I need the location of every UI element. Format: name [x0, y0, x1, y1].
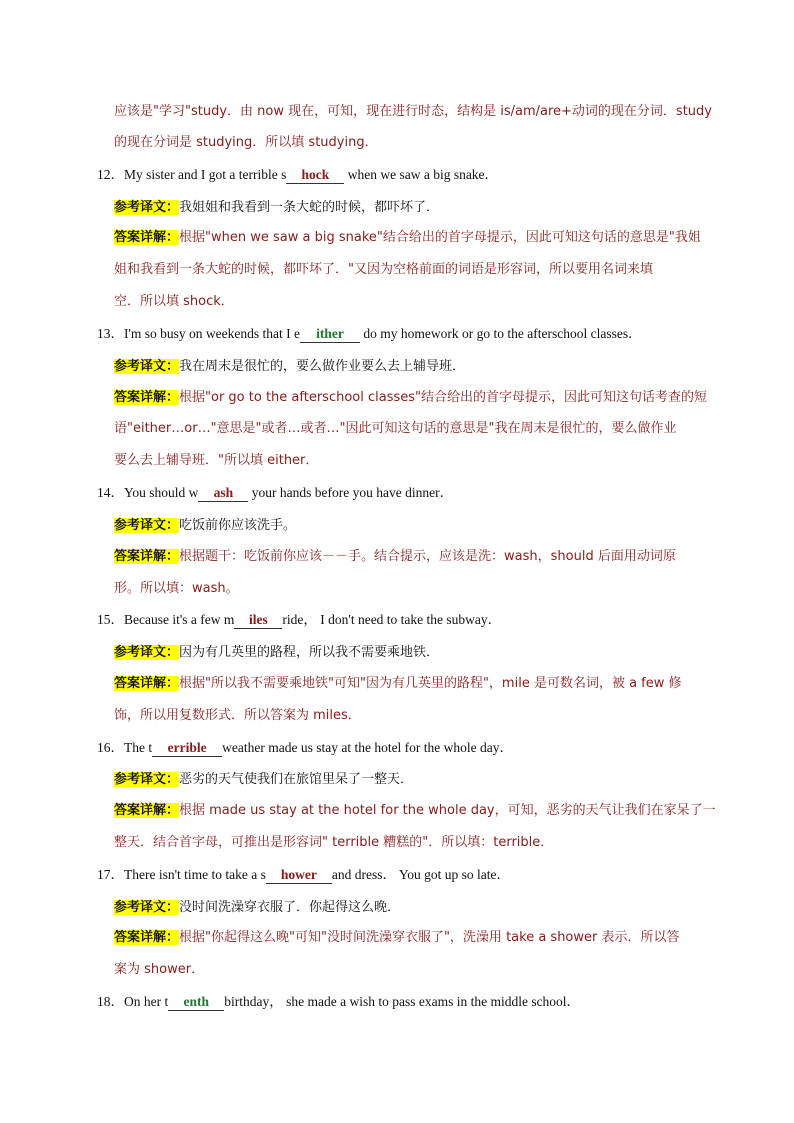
question-number: 14． — [97, 485, 124, 500]
question-stem-after: when we saw a big snake． — [347, 167, 499, 182]
detail-14-line-1: 答案详解：根据题干：吃饭前你应该－－手。结合提示，应该是洗：wash，should 后面用动词原 — [114, 549, 676, 564]
question-stem-after: ride， I don't need to take the subway． — [282, 612, 502, 627]
translation-text: 因为有几英里的路程，所以我不需要乘地铁． — [179, 645, 440, 660]
question-stem-after: birthday， she made a wish to pass exams in the middle school． — [224, 994, 581, 1009]
translation-label: 参考译文： — [114, 359, 180, 374]
translation-text: 我姐姐和我看到一条大蛇的时候，都吓坏了． — [179, 200, 440, 215]
answer-blank: iles — [234, 612, 282, 629]
question-stem-before: You should w — [124, 485, 199, 500]
question-stem-after: your hands before you have dinner． — [251, 485, 454, 500]
question-stem-before: On her t — [124, 994, 169, 1009]
detail-15-line-2: 饰，所以用复数形式．所以答案为 miles． — [114, 708, 361, 723]
question-stem-before: My sister and I got a terrible s — [124, 167, 287, 182]
question-number: 16． — [97, 740, 124, 755]
answer-blank: errible — [152, 740, 222, 757]
answer-blank: ither — [300, 326, 360, 343]
question-stem-before: The t — [124, 740, 153, 755]
question-stem-after: do my homework or go to the afterschool classes． — [363, 326, 642, 341]
question-14 — [97, 483, 453, 503]
continuation-line-2: 的现在分词是 studying．所以填 studying． — [114, 135, 378, 150]
detail-12-line-2: 姐和我看到一条大蛇的时候，都吓坏了．"又因为空格前面的词语是形容词，所以要用名词来填 — [114, 262, 653, 277]
question-stem-before: There isn't time to take a s — [124, 867, 266, 882]
detail-17-line-1: 答案详解：根据"你起得这么晚"可知"没时间洗澡穿衣服了"，洗澡用 take a shower 表示．所以答 — [114, 930, 680, 945]
translation-12 — [114, 197, 439, 218]
translation-text: 吃饭前你应该洗手。 — [179, 518, 297, 533]
translation-14 — [114, 515, 296, 536]
translation-label: 参考译文： — [114, 645, 180, 660]
translation-label: 参考译文： — [114, 772, 180, 787]
translation-13 — [114, 356, 465, 377]
detail-16-line-1: 答案详解：根据 made us stay at the hotel for the whole day，可知，恶劣的天气让我们在家呆了一 — [114, 803, 716, 818]
answer-blank: hower — [266, 867, 332, 884]
detail-15-line-1: 答案详解：根据"所以我不需要乘地铁"可知"因为有几英里的路程"，mile 是可数名词，被 a few 修 — [114, 676, 682, 691]
detail-13-line-3: 要么去上辅导班．"所以填 either． — [114, 453, 319, 468]
translation-label: 参考译文： — [114, 200, 180, 215]
detail-label: 答案详解： — [114, 803, 180, 818]
detail-12-line-3: 空．所以填 shock． — [114, 294, 234, 309]
detail-14-line-2: 形。所以填：wash。 — [114, 581, 239, 596]
translation-15 — [114, 642, 439, 663]
question-stem-after: weather made us stay at the hotel for the whole day． — [222, 740, 514, 755]
answer-blank: ash — [198, 485, 248, 502]
detail-label: 答案详解： — [114, 390, 180, 405]
detail-17-line-2: 案为 shower． — [114, 962, 205, 977]
question-stem-before: Because it's a few m — [124, 612, 235, 627]
detail-label: 答案详解： — [114, 676, 180, 691]
question-12 — [97, 165, 498, 185]
translation-text: 我在周末是很忙的，要么做作业要么去上辅导班． — [179, 359, 466, 374]
translation-label: 参考译文： — [114, 900, 180, 915]
detail-label: 答案详解： — [114, 930, 180, 945]
answer-blank: hock — [286, 167, 344, 184]
answer-blank: enth — [168, 994, 224, 1011]
question-16 — [97, 738, 513, 758]
detail-label: 答案详解： — [114, 230, 180, 245]
question-number: 17． — [97, 867, 124, 882]
detail-12-line-1: 答案详解：根据"when we saw a big snake"结合给出的首字母提示，因此可知这句话的意思是"我姐 — [114, 230, 701, 245]
translation-label: 参考译文： — [114, 518, 180, 533]
detail-13-line-2: 语"either…or…"意思是"或者…或者…"因此可知这句话的意思是"我在周末是很忙的，要么做作业 — [114, 421, 677, 436]
question-stem-before: I'm so busy on weekends that I e — [124, 326, 301, 341]
question-stem-after: and dress． You got up so late． — [331, 867, 511, 882]
question-number: 18． — [97, 994, 124, 1009]
question-17 — [97, 865, 510, 885]
detail-16-line-2: 整天．结合首字母，可推出是形容词" terrible 糟糕的"．所以填：terrible． — [114, 835, 554, 850]
translation-16 — [114, 769, 413, 790]
question-18 — [97, 992, 580, 1012]
question-number: 13． — [97, 326, 124, 341]
detail-13-line-1: 答案详解：根据"or go to the afterschool classes"结合给出的首字母提示，因此可知这句话考查的短 — [114, 390, 708, 405]
continuation-line-1: 应该是"学习"study．由 now 现在，可知，现在进行时态，结构是 is/am/are+动词的现在分词．study — [114, 104, 712, 119]
translation-17 — [114, 897, 400, 918]
detail-label: 答案详解： — [114, 549, 180, 564]
question-number: 12． — [97, 167, 124, 182]
question-15 — [97, 610, 501, 630]
translation-text: 恶劣的天气使我们在旅馆里呆了一整天． — [179, 772, 414, 787]
translation-text: 没时间洗澡穿衣服了．你起得这么晚． — [179, 900, 401, 915]
question-13 — [97, 324, 642, 344]
question-number: 15． — [97, 612, 124, 627]
